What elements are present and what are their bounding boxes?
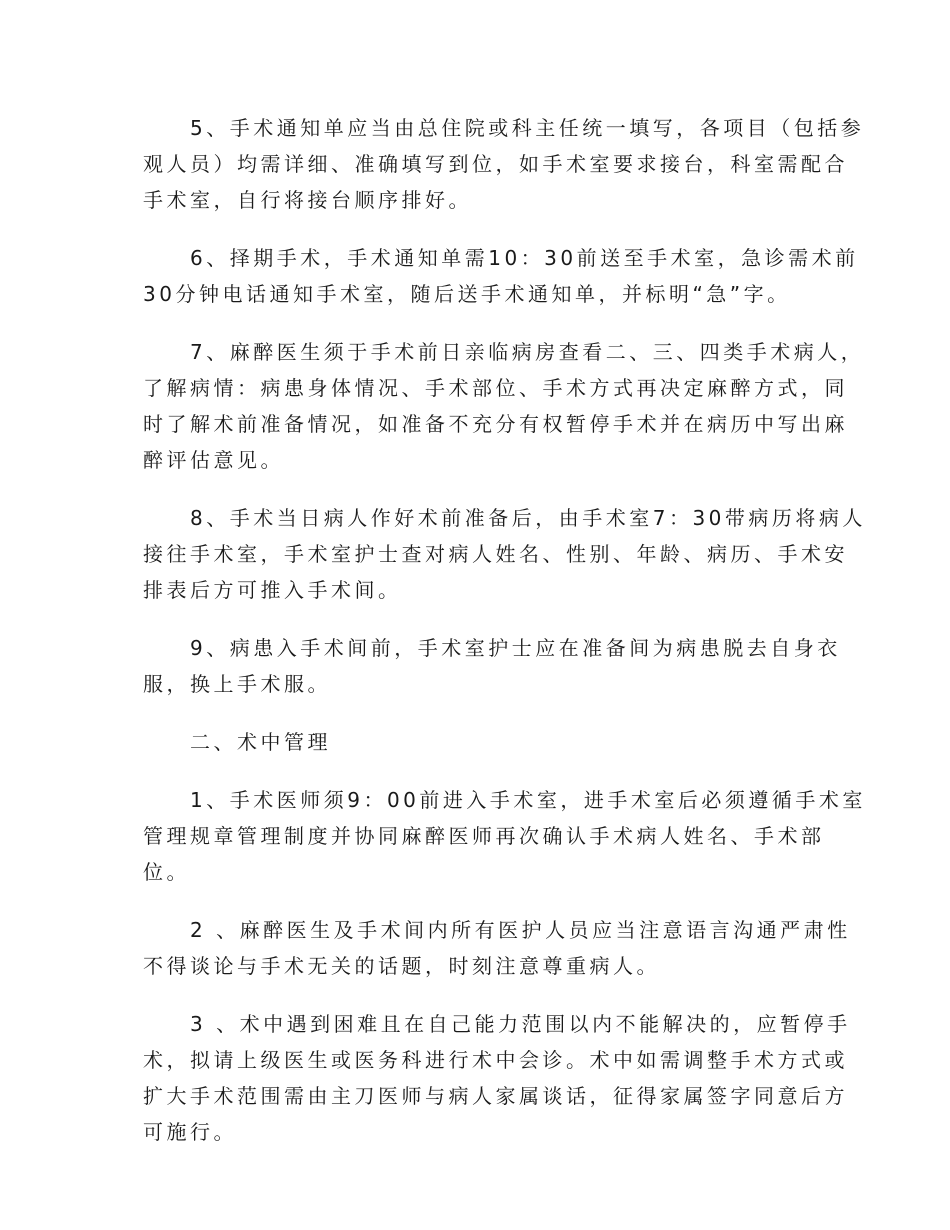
text-line: 扩大手术范围需由主刀医师与病人家属谈话，征得家属签字同意后方 xyxy=(143,1084,848,1108)
text-line: 1、手术医师须9：00前进入手术室，进手术室后必须遵循手术室 xyxy=(190,788,866,812)
paragraph-item-3 xyxy=(143,1006,851,1150)
text-line: 接往手术室，手术室护士查对病人姓名、性别、年龄、病历、手术安 xyxy=(143,542,848,566)
text-line: 观人员）均需详细、准确填写到位，如手术室要求接台，科室需配合 xyxy=(143,152,848,176)
text-line: 7、麻醉医生须于手术前日亲临病房查看二、三、四类手术病人， xyxy=(190,340,865,364)
paragraph-item-7 xyxy=(143,334,865,478)
document-body xyxy=(143,110,866,1172)
text-line: 术，拟请上级医生或医务科进行术中会诊。术中如需调整手术方式或 xyxy=(143,1048,848,1072)
paragraph-item-1 xyxy=(143,782,866,890)
text-line: 5、手术通知单应当由总住院或科主任统一填写，各项目（包括参 xyxy=(190,116,865,140)
text-line: 6、择期手术，手术通知单需10：30前送至手术室，急诊需术前 xyxy=(190,246,859,270)
section-heading-text: 二、术中管理 xyxy=(190,730,331,754)
text-line: 8、手术当日病人作好术前准备后，由手术室7：30带病历将病人 xyxy=(190,506,866,530)
text-line: 可施行。 xyxy=(143,1120,237,1144)
text-line: 醉评估意见。 xyxy=(143,448,284,472)
text-line: 不得谈论与手术无关的话题，时刻注意尊重病人。 xyxy=(143,954,660,978)
text-line: 排表后方可推入手术间。 xyxy=(143,578,402,602)
section-heading xyxy=(143,724,813,760)
text-line: 手术室，自行将接台顺序排好。 xyxy=(143,188,472,212)
text-line: 管理规章管理制度并协同麻醉医师再次确认手术病人姓名、手术部 xyxy=(143,824,825,848)
text-line: 9、病患入手术间前，手术室护士应在准备间为病患脱去自身衣 xyxy=(190,636,841,660)
paragraph-item-5 xyxy=(143,110,865,218)
text-line: 位。 xyxy=(143,860,190,884)
paragraph-item-6 xyxy=(143,240,859,312)
text-line: 3 、术中遇到困难且在自己能力范围以内不能解决的，应暂停手 xyxy=(190,1012,851,1036)
text-line: 了解病情：病患身体情况、手术部位、手术方式再决定麻醉方式，同 xyxy=(143,376,848,400)
text-line: 时了解术前准备情况，如准备不充分有权暂停手术并在病历中写出麻 xyxy=(143,412,848,436)
paragraph-item-2 xyxy=(143,912,851,984)
text-line: 2 、麻醉医生及手术间内所有医护人员应当注意语言沟通严肃性 xyxy=(190,918,851,942)
paragraph-item-8 xyxy=(143,500,866,608)
text-line: 30分钟电话通知手术室，随后送手术通知单，并标明“急”字。 xyxy=(143,282,791,306)
text-line: 服，换上手术服。 xyxy=(143,672,331,696)
paragraph-item-9 xyxy=(143,630,841,702)
